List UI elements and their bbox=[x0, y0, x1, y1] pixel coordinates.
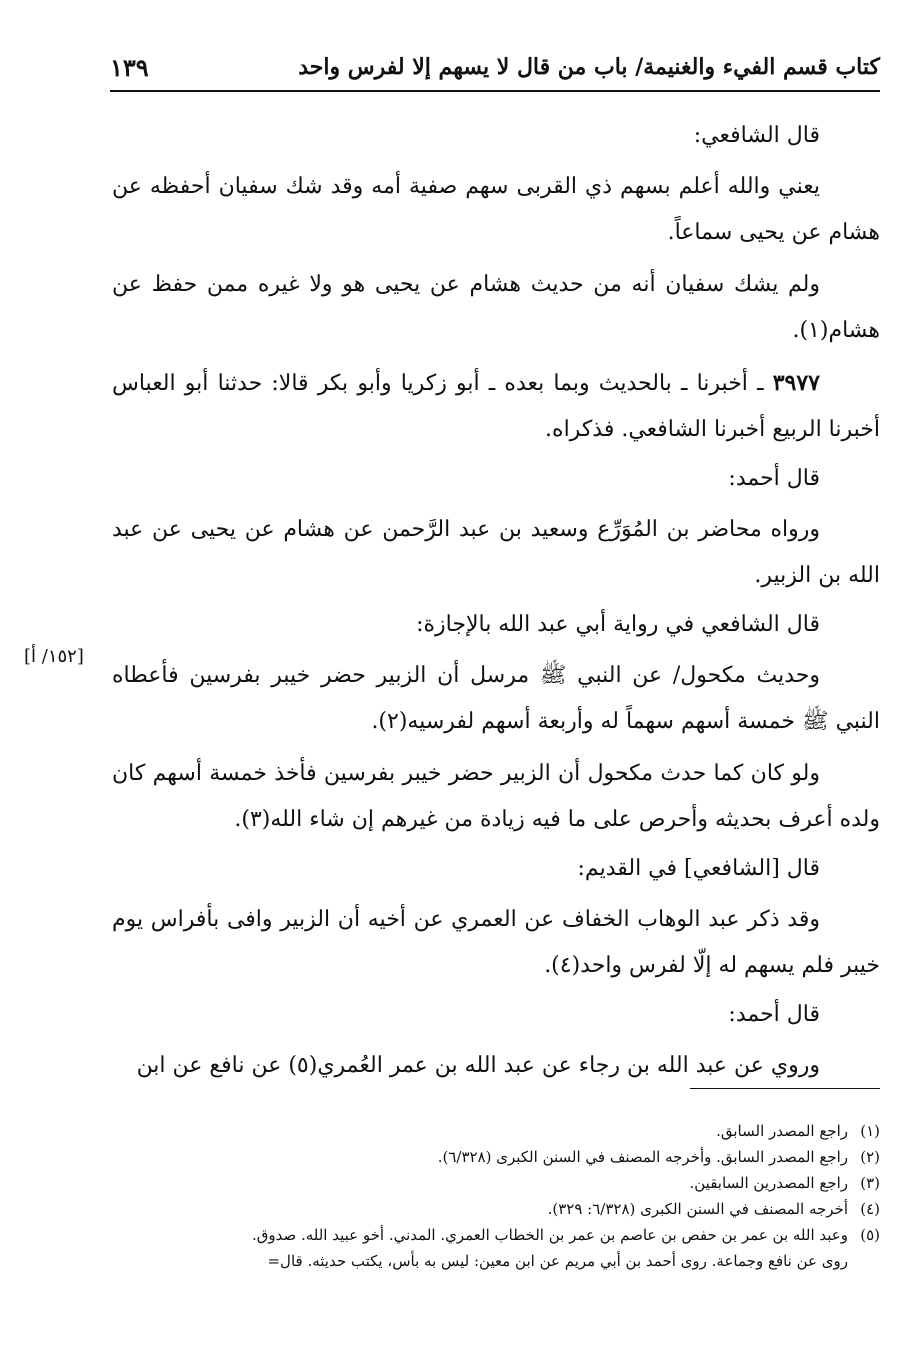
footnote bbox=[112, 1118, 880, 1144]
footnote bbox=[112, 1196, 880, 1222]
footnote-text: راجع المصدر السابق. bbox=[716, 1122, 848, 1140]
text-paragraph: يعني والله أعلم بسهم ذي القربى سهم صفية أمه وقد شك سفيان أحفظه عن هشام عن يحيى سماعاً. bbox=[112, 174, 880, 245]
footnote-number: (٥) bbox=[860, 1226, 880, 1244]
footnote-text: وعبد الله بن عمر بن حفص بن عاصم بن عمر بن الخطاب العمري. المدني. أخو عبيد الله. صدوق. bbox=[251, 1226, 848, 1244]
hadith-number: ٣٩٧٧ bbox=[772, 370, 820, 396]
manuscript-folio-note: [١٥٢/ أ] bbox=[24, 646, 84, 667]
footnotes bbox=[112, 1118, 880, 1274]
text-paragraph: ولو كان كما حدث مكحول أن الزبير حضر خيبر بفرسين فأخذ خمسة أسهم كان ولده أعرف بحديثه وأحرص على ما فيه زيادة من غيرهم إن شاء الله(٣). bbox=[112, 761, 880, 832]
section-heading: قال أحمد: bbox=[728, 466, 820, 491]
footnote-number: (٤) bbox=[860, 1200, 880, 1218]
text-paragraph: وروي عن عبد الله بن رجاء عن عبد الله بن عمر العُمري(٥) عن نافع عن ابن bbox=[136, 1053, 820, 1078]
footnote-text: راجع المصدرين السابقين. bbox=[689, 1174, 848, 1192]
text-paragraph: ورواه محاضر بن المُوَرِّع وسعيد بن عبد الرَّحمن عن هشام عن يحيى عن عبد الله بن الزبير. bbox=[112, 517, 880, 588]
footnote-number: (٢) bbox=[860, 1148, 880, 1166]
page-number: ١٣٩ bbox=[110, 52, 149, 82]
footnote bbox=[112, 1144, 880, 1170]
footnote-number: (٣) bbox=[860, 1174, 880, 1192]
footnote bbox=[112, 1222, 880, 1248]
hadith-text: ـ أخبرنا ـ بالحديث وبما بعده ـ أبو زكريا وأبو بكر قالا: حدثنا أبو العباس أخبرنا الربيع أخبرنا الشافعي. فذكراه. bbox=[112, 371, 880, 442]
numbered-hadith bbox=[112, 360, 880, 453]
footnote-text: أخرجه المصنف في السنن الكبرى (٦/٣٢٨: ٣٢٩). bbox=[547, 1200, 848, 1218]
main-text bbox=[112, 112, 880, 1095]
header-title: كتاب قسم الفيء والغنيمة/ باب من قال لا يسهم إلا لفرس واحد bbox=[298, 54, 880, 80]
section-heading: قال الشافعي: bbox=[693, 123, 820, 148]
text-paragraph: وقد ذكر عبد الوهاب الخفاف عن العمري عن أخيه أن الزبير وافى بأفراس يوم خيبر فلم يسهم له إلّا لفرس واحد(٤). bbox=[112, 907, 880, 978]
footnote-text: راجع المصدر السابق. وأخرجه المصنف في السنن الكبرى (٦/٣٢٨). bbox=[437, 1148, 848, 1166]
text-paragraph: وحديث مكحول/ عن النبي ﷺ مرسل أن الزبير حضر خيبر بفرسين فأعطاه النبي ﷺ خمسة أسهم سهماً له وأربعة أسهم لفرسيه(٢). bbox=[112, 663, 880, 734]
section-heading: قال [الشافعي] في القديم: bbox=[577, 856, 820, 881]
footnote-continuation bbox=[112, 1248, 880, 1274]
section-heading: قال الشافعي في رواية أبي عبد الله بالإجازة: bbox=[416, 612, 820, 637]
running-header bbox=[110, 44, 880, 92]
footnote-text: روى عن نافع وجماعة. روى أحمد بن أبي مريم عن ابن معين: ليس به بأس، يكتب حديثه. قال= bbox=[267, 1252, 848, 1270]
section-heading: قال أحمد: bbox=[728, 1002, 820, 1027]
footnote-divider bbox=[690, 1088, 880, 1089]
footnote-number: (١) bbox=[860, 1122, 880, 1140]
text-paragraph: ولم يشك سفيان أنه من حديث هشام عن يحيى هو ولا غيره ممن حفظ عن هشام(١). bbox=[112, 272, 880, 343]
footnote bbox=[112, 1170, 880, 1196]
